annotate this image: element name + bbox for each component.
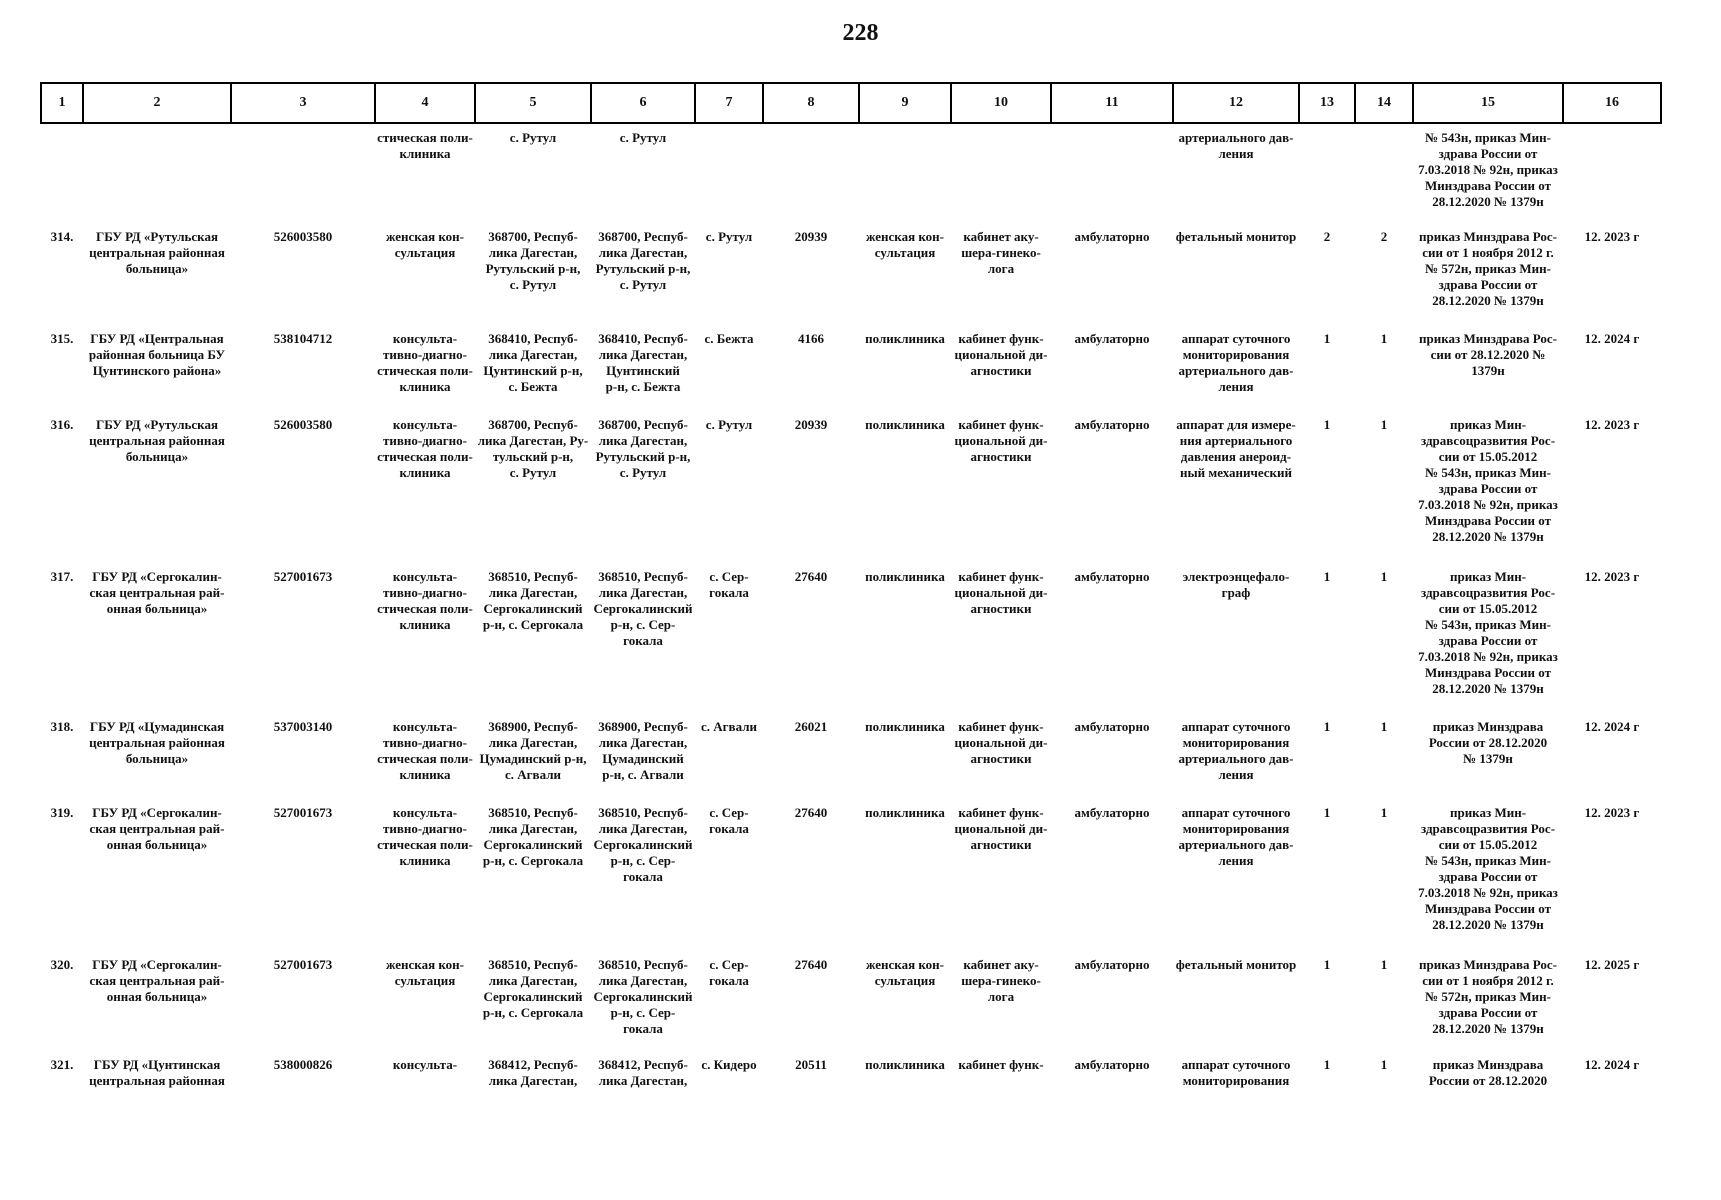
cell-col-3	[231, 123, 375, 223]
cell-col-10: кабинет функ- циональной ди- агностики	[954, 331, 1048, 378]
cell-col-9: женская кон- сультация	[866, 957, 944, 988]
column-header-7: 7	[695, 83, 763, 123]
column-header-8: 8	[763, 83, 859, 123]
cell-col-10: кабинет функ- циональной ди- агностики	[954, 569, 1048, 616]
cell-col-14	[1355, 123, 1413, 223]
cell-col-16: 12. 2024 г	[1584, 719, 1640, 734]
cell-col-5: с. Рутул	[509, 130, 557, 145]
cell-col-11: амбулаторно	[1074, 1057, 1150, 1072]
cell-col-13: 2	[1323, 229, 1331, 244]
cell-col-8: 4166	[798, 331, 824, 346]
cell-col-16: 12. 2024 г	[1584, 1057, 1640, 1072]
registry-table	[40, 82, 1662, 1111]
cell-col-7: с. Сер- гокала	[709, 805, 749, 836]
header-row	[41, 83, 1661, 123]
cell-col-4: консульта-	[392, 1057, 458, 1072]
cell-col-11: амбулаторно	[1074, 229, 1150, 244]
cell-col-9: поликлиника	[865, 569, 945, 584]
cell-col-12: фетальный монитор	[1175, 957, 1297, 972]
cell-col-13: 1	[1323, 957, 1331, 972]
column-header-3: 3	[231, 83, 375, 123]
column-header-1: 1	[41, 83, 83, 123]
cell-col-14: 2	[1380, 229, 1388, 244]
cell-col-8: 27640	[794, 957, 828, 972]
cell-col-2: ГБУ РД «Цунтинская центральная районная	[89, 1057, 225, 1088]
cell-col-5: 368700, Респуб- лика Дагестан, Рутульский р-н, с. Рутул	[485, 229, 581, 292]
cell-col-7	[695, 123, 763, 223]
table-row	[41, 411, 1661, 563]
cell-col-12: аппарат суточного мониторирования	[1181, 1057, 1291, 1088]
cell-col-9: женская кон- сультация	[866, 229, 944, 260]
cell-col-10: кабинет аку- шера-гинеко- лога	[961, 957, 1041, 1004]
cell-col-4: консульта- тивно-диагно- стическая поли- клиника	[377, 569, 473, 632]
cell-col-2: ГБУ РД «Рутульская центральная районная больница»	[89, 229, 225, 276]
cell-col-9: поликлиника	[865, 805, 945, 820]
cell-col-10: кабинет функ-	[958, 1057, 1044, 1072]
cell-col-3: 526003580	[273, 417, 333, 432]
cell-col-16: 12. 2024 г	[1584, 331, 1640, 346]
cell-col-11: амбулаторно	[1074, 805, 1150, 820]
cell-col-8: 20939	[794, 417, 828, 432]
cell-col-1: 319.	[50, 805, 74, 820]
cell-col-11: амбулаторно	[1074, 417, 1150, 432]
cell-col-12: аппарат суточного мониторирования артериального дав- ления	[1178, 719, 1294, 782]
cell-col-3: 527001673	[273, 805, 333, 820]
cell-col-1: 314.	[50, 229, 74, 244]
cell-col-16: 12. 2025 г	[1584, 957, 1640, 972]
cell-col-5: 368510, Респуб- лика Дагестан, Сергокалинский р-н, с. Сергокала	[482, 569, 584, 632]
cell-col-7: с. Сер- гокала	[709, 957, 749, 988]
cell-col-15: приказ Мин- здравсоцразвития Рос- сии от 15.05.2012 № 543н, приказ Мин- здрава России от 7.03.2018 № 92н, приказ Минздрава России от 28.12.2020 № 1379н	[1418, 569, 1558, 696]
cell-col-12: аппарат для измере- ния артериального давления анероид- ный механический	[1176, 417, 1296, 480]
cell-col-4: женская кон- сультация	[386, 957, 464, 988]
cell-col-1: 321.	[50, 1057, 74, 1072]
cell-col-15: приказ Минздрава Рос- сии от 1 ноября 2012 г. № 572н, приказ Мин- здрава России от 28.12.2020 № 1379н	[1418, 957, 1557, 1036]
cell-col-7: с. Кидеро	[701, 1057, 757, 1072]
cell-col-11: амбулаторно	[1074, 719, 1150, 734]
cell-col-5: 368900, Респуб- лика Дагестан, Цумадинский р-н, с. Агвали	[479, 719, 587, 782]
cell-col-9: поликлиника	[865, 331, 945, 346]
cell-col-2: ГБУ РД «Центральная районная больница БУ Цунтинского района»	[88, 331, 226, 378]
cell-col-11: амбулаторно	[1074, 569, 1150, 584]
cell-col-14: 1	[1380, 1057, 1388, 1072]
cell-col-1: 316.	[50, 417, 74, 432]
cell-col-2: ГБУ РД «Цумадинская центральная районная больница»	[89, 719, 225, 766]
table-row	[41, 1051, 1661, 1111]
cell-col-4: стическая поли- клиника	[377, 130, 473, 161]
cell-col-8	[763, 123, 859, 223]
cell-col-9: поликлиника	[865, 719, 945, 734]
table-row	[41, 951, 1661, 1051]
column-header-5: 5	[475, 83, 591, 123]
cell-col-7: с. Бежта	[704, 331, 754, 346]
cell-col-16: 12. 2023 г	[1584, 569, 1640, 584]
cell-col-1	[41, 123, 83, 223]
cell-col-16: 12. 2023 г	[1584, 805, 1640, 820]
cell-col-6: 368510, Респуб- лика Дагестан, Сергокалинский р-н, с. Сер- гокала	[593, 805, 693, 884]
cell-col-9	[859, 123, 951, 223]
column-header-15: 15	[1413, 83, 1563, 123]
page-number: 228	[842, 20, 879, 46]
cell-col-13: 1	[1323, 805, 1331, 820]
cell-col-3: 537003140	[273, 719, 333, 734]
cell-col-11: амбулаторно	[1074, 957, 1150, 972]
cell-col-14: 1	[1380, 331, 1388, 346]
cell-col-12: фетальный монитор	[1175, 229, 1297, 244]
column-header-4: 4	[375, 83, 475, 123]
cell-col-2: ГБУ РД «Сергокалин- ская центральная рай- онная больница»	[89, 957, 225, 1004]
cell-col-6: 368410, Респуб- лика Дагестан, Цунтинский р-н, с. Бежта	[598, 331, 688, 394]
column-header-9: 9	[859, 83, 951, 123]
cell-col-12: артериального дав- ления	[1178, 130, 1294, 161]
column-header-11: 11	[1051, 83, 1173, 123]
cell-col-11	[1051, 123, 1173, 223]
cell-col-4: консульта- тивно-диагно- стическая поли- клиника	[377, 805, 473, 868]
cell-col-15: приказ Мин- здравсоцразвития Рос- сии от 15.05.2012 № 543н, приказ Мин- здрава России от 7.03.2018 № 92н, приказ Минздрава России от 28.12.2020 № 1379н	[1418, 417, 1558, 544]
cell-col-2	[83, 123, 231, 223]
cell-col-6: с. Рутул	[619, 130, 667, 145]
cell-col-13: 1	[1323, 569, 1331, 584]
cell-col-15: приказ Мин- здравсоцразвития Рос- сии от 15.05.2012 № 543н, приказ Мин- здрава России от 7.03.2018 № 92н, приказ Минздрава России от 28.12.2020 № 1379н	[1418, 805, 1558, 932]
cell-col-6: 368412, Респуб- лика Дагестан,	[598, 1057, 688, 1088]
cell-col-6: 368900, Респуб- лика Дагестан, Цумадинский р-н, с. Агвали	[598, 719, 688, 782]
cell-col-7: с. Агвали	[701, 719, 757, 734]
cell-col-3: 538104712	[273, 331, 333, 346]
cell-col-15: приказ Минздрава России от 28.12.2020 № 1379н	[1428, 719, 1548, 766]
cell-col-14: 1	[1380, 719, 1388, 734]
column-header-10: 10	[951, 83, 1051, 123]
cell-col-14: 1	[1380, 417, 1388, 432]
cell-col-5: 368700, Респуб- лика Дагестан, Ру- тульский р-н, с. Рутул	[477, 417, 589, 480]
cell-col-8: 27640	[794, 569, 828, 584]
cell-col-1: 318.	[50, 719, 74, 734]
cell-col-15: приказ Минздрава России от 28.12.2020	[1428, 1057, 1548, 1088]
cell-col-12: электроэнцефало- граф	[1182, 569, 1290, 600]
cell-col-3: 526003580	[273, 229, 333, 244]
cell-col-3: 527001673	[273, 569, 333, 584]
cell-col-16: 12. 2023 г	[1584, 417, 1640, 432]
cell-col-13: 1	[1323, 719, 1331, 734]
cell-col-13: 1	[1323, 331, 1331, 346]
cell-col-1: 320.	[50, 957, 74, 972]
cell-col-15: приказ Минздрава Рос- сии от 28.12.2020 № 1379н	[1418, 331, 1557, 378]
column-header-2: 2	[83, 83, 231, 123]
column-header-12: 12	[1173, 83, 1299, 123]
cell-col-2: ГБУ РД «Сергокалин- ская центральная рай- онная больница»	[89, 805, 225, 852]
cell-col-9: поликлиника	[865, 1057, 945, 1072]
cell-col-10: кабинет функ- циональной ди- агностики	[954, 417, 1048, 464]
cell-col-14: 1	[1380, 569, 1388, 584]
cell-col-6: 368510, Респуб- лика Дагестан, Сергокалинский р-н, с. Сер- гокала	[593, 569, 693, 648]
cell-col-6: 368510, Респуб- лика Дагестан, Сергокалинский р-н, с. Сер- гокала	[593, 957, 693, 1036]
cell-col-6: 368700, Респуб- лика Дагестан, Рутульский р-н, с. Рутул	[595, 417, 691, 480]
cell-col-3: 538000826	[273, 1057, 333, 1072]
cell-col-5: 368410, Респуб- лика Дагестан, Цунтинский р-н, с. Бежта	[483, 331, 583, 394]
cell-col-5: 368510, Респуб- лика Дагестан, Сергокалинский р-н, с. Сергокала	[482, 957, 584, 1020]
cell-col-7: с. Рутул	[705, 229, 753, 244]
cell-col-4: консульта- тивно-диагно- стическая поли- клиника	[377, 719, 473, 782]
cell-col-16: 12. 2023 г	[1584, 229, 1640, 244]
cell-col-4: женская кон- сультация	[386, 229, 464, 260]
table-row	[41, 713, 1661, 799]
cell-col-10: кабинет аку- шера-гинеко- лога	[961, 229, 1041, 276]
cell-col-10: кабинет функ- циональной ди- агностики	[954, 719, 1048, 766]
cell-col-8: 20511	[795, 1057, 827, 1072]
table-row	[41, 563, 1661, 713]
cell-col-14: 1	[1380, 805, 1388, 820]
column-header-14: 14	[1355, 83, 1413, 123]
cell-col-3: 527001673	[273, 957, 333, 972]
cell-col-1: 315.	[50, 331, 74, 346]
cell-col-11: амбулаторно	[1074, 331, 1150, 346]
cell-col-4: консульта- тивно-диагно- стическая поли- клиника	[377, 417, 473, 480]
cell-col-6: 368700, Респуб- лика Дагестан, Рутульский р-н, с. Рутул	[595, 229, 691, 292]
cell-col-12: аппарат суточного мониторирования артериального дав- ления	[1178, 805, 1294, 868]
cell-col-14: 1	[1380, 957, 1388, 972]
cell-col-8: 26021	[794, 719, 828, 734]
cell-col-15: № 543н, приказ Мин- здрава России от 7.03.2018 № 92н, приказ Минздрава России от 28.12.2020 № 1379н	[1418, 130, 1558, 209]
cell-col-4: консульта- тивно-диагно- стическая поли- клиника	[377, 331, 473, 394]
column-header-6: 6	[591, 83, 695, 123]
table-row	[41, 123, 1661, 223]
cell-col-13: 1	[1323, 417, 1331, 432]
cell-col-5: 368412, Респуб- лика Дагестан,	[488, 1057, 578, 1088]
cell-col-10	[951, 123, 1051, 223]
cell-col-2: ГБУ РД «Рутульская центральная районная больница»	[89, 417, 225, 464]
cell-col-5: 368510, Респуб- лика Дагестан, Сергокалинский р-н, с. Сергокала	[482, 805, 584, 868]
cell-col-8: 20939	[794, 229, 828, 244]
cell-col-15: приказ Минздрава Рос- сии от 1 ноября 2012 г. № 572н, приказ Мин- здрава России от 28.12.2020 № 1379н	[1418, 229, 1557, 308]
cell-col-2: ГБУ РД «Сергокалин- ская центральная рай- онная больница»	[89, 569, 225, 616]
cell-col-12: аппарат суточного мониторирования артериального дав- ления	[1178, 331, 1294, 394]
cell-col-7: с. Рутул	[705, 417, 753, 432]
table-row	[41, 223, 1661, 325]
cell-col-7: с. Сер- гокала	[709, 569, 749, 600]
column-header-13: 13	[1299, 83, 1355, 123]
table-row	[41, 799, 1661, 951]
cell-col-13	[1299, 123, 1355, 223]
cell-col-10: кабинет функ- циональной ди- агностики	[954, 805, 1048, 852]
cell-col-1: 317.	[50, 569, 74, 584]
cell-col-13: 1	[1323, 1057, 1331, 1072]
table-row	[41, 325, 1661, 411]
cell-col-8: 27640	[794, 805, 828, 820]
cell-col-9: поликлиника	[865, 417, 945, 432]
cell-col-16	[1563, 123, 1661, 223]
column-header-16: 16	[1563, 83, 1661, 123]
